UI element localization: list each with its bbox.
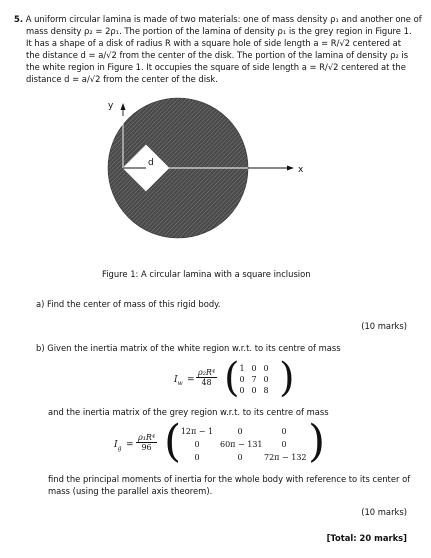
question-number: 5.: [14, 14, 24, 24]
white-inertia-equation: $I_w$ = $\frac{\text{ρ₂R⁴}}{48}$ ( ) 1 0 0 0 7 0 0 0 8: [174, 355, 295, 401]
question-intro-line-3: It has a shape of a disk of radius R with a square hole of side length a = R/√2 centered at: [26, 38, 402, 48]
white-coef-den: 48: [201, 378, 212, 387]
grey-coef-den: 96: [141, 443, 152, 452]
grey-lhs-sub: g: [117, 444, 122, 452]
white-m-22: 8: [263, 386, 269, 395]
intro-text-1: A uniform circular lamina is made of two materials: one of mass density ρ₁ and another one of: [25, 14, 422, 24]
part-a-text: a) Find the center of mass of this rigid body.: [36, 299, 221, 309]
grey-m-21: 0: [237, 453, 243, 462]
white-m-02: 0: [263, 364, 269, 373]
grey-m-12: 0: [281, 440, 287, 449]
white-m-00: 1: [239, 364, 245, 373]
part-b-marks: (10 marks): [361, 507, 407, 517]
white-m-20: 0: [239, 386, 245, 395]
total-marks: [Total: 20 marks]: [326, 533, 407, 543]
find-line-1: find the principal moments of inertia for the whole body with reference to its center of: [48, 474, 411, 484]
question-intro-line-2: mass density ρ₂ = 2ρ₁. The portion of the lamina of density ρ₁ is the grey region in Figure 1.: [26, 26, 412, 36]
white-coef-num: ρ₂R⁴: [198, 368, 216, 377]
grey-m-10: 0: [194, 440, 200, 449]
white-m-11: 7: [251, 375, 257, 384]
grey-m-11: 60π − 131: [220, 440, 263, 449]
grey-m-00: 12π − 1: [180, 427, 214, 436]
y-axis-label: y: [108, 101, 114, 111]
part-a-marks: (10 marks): [361, 321, 407, 331]
white-m-10: 0: [239, 375, 245, 384]
question-intro-line-4: the distance d = a/√2 from the center of the disk. The portion of the lamina of density ρ₂ is: [26, 50, 409, 60]
x-axis-label: x: [298, 165, 304, 175]
grey-coef-num: ρ₁R⁴: [138, 433, 156, 442]
find-line-2: mass (using the parallel axis theorem).: [48, 486, 213, 496]
figure-caption: Figure 1: A circular lamina with a square inclusion: [102, 269, 311, 279]
d-label: d: [148, 158, 154, 168]
grey-m-02: 0: [281, 427, 287, 436]
white-lhs-sub: w: [177, 379, 183, 387]
white-m-12: 0: [263, 375, 269, 384]
grey-lhs: I: [114, 440, 118, 450]
grey-inertia-equation: $I_g$ = $\frac{\text{ρ₁R⁴}}{96}$ ( ) 12π − 1 0 0 0 60π − 131 0 0 0 72π − 132: [114, 416, 326, 467]
white-m-01: 0: [251, 364, 257, 373]
x-axis-arrow: [287, 166, 294, 171]
grey-m-20: 0: [194, 453, 200, 462]
question-intro-line-5: the white region in Figure 1. It occupies the square of side length a = R/√2 centered at the: [26, 62, 406, 72]
part-b-text: b) Given the inertia matrix of the white region w.r.t. to its centre of mass: [36, 343, 341, 353]
question-intro-line-1: [14, 14, 422, 25]
white-lhs: I: [174, 375, 178, 385]
figure-circular-lamina: [100, 96, 310, 266]
grey-text: and the inertia matrix of the grey region w.r.t. to its centre of mass: [48, 407, 329, 417]
grey-m-22: 72π − 132: [264, 453, 307, 462]
question-intro-line-6: distance d = a/√2 from the center of the disk.: [26, 74, 218, 84]
white-m-21: 0: [251, 386, 257, 395]
grey-m-01: 0: [237, 427, 243, 436]
y-axis-arrow: [121, 103, 126, 110]
